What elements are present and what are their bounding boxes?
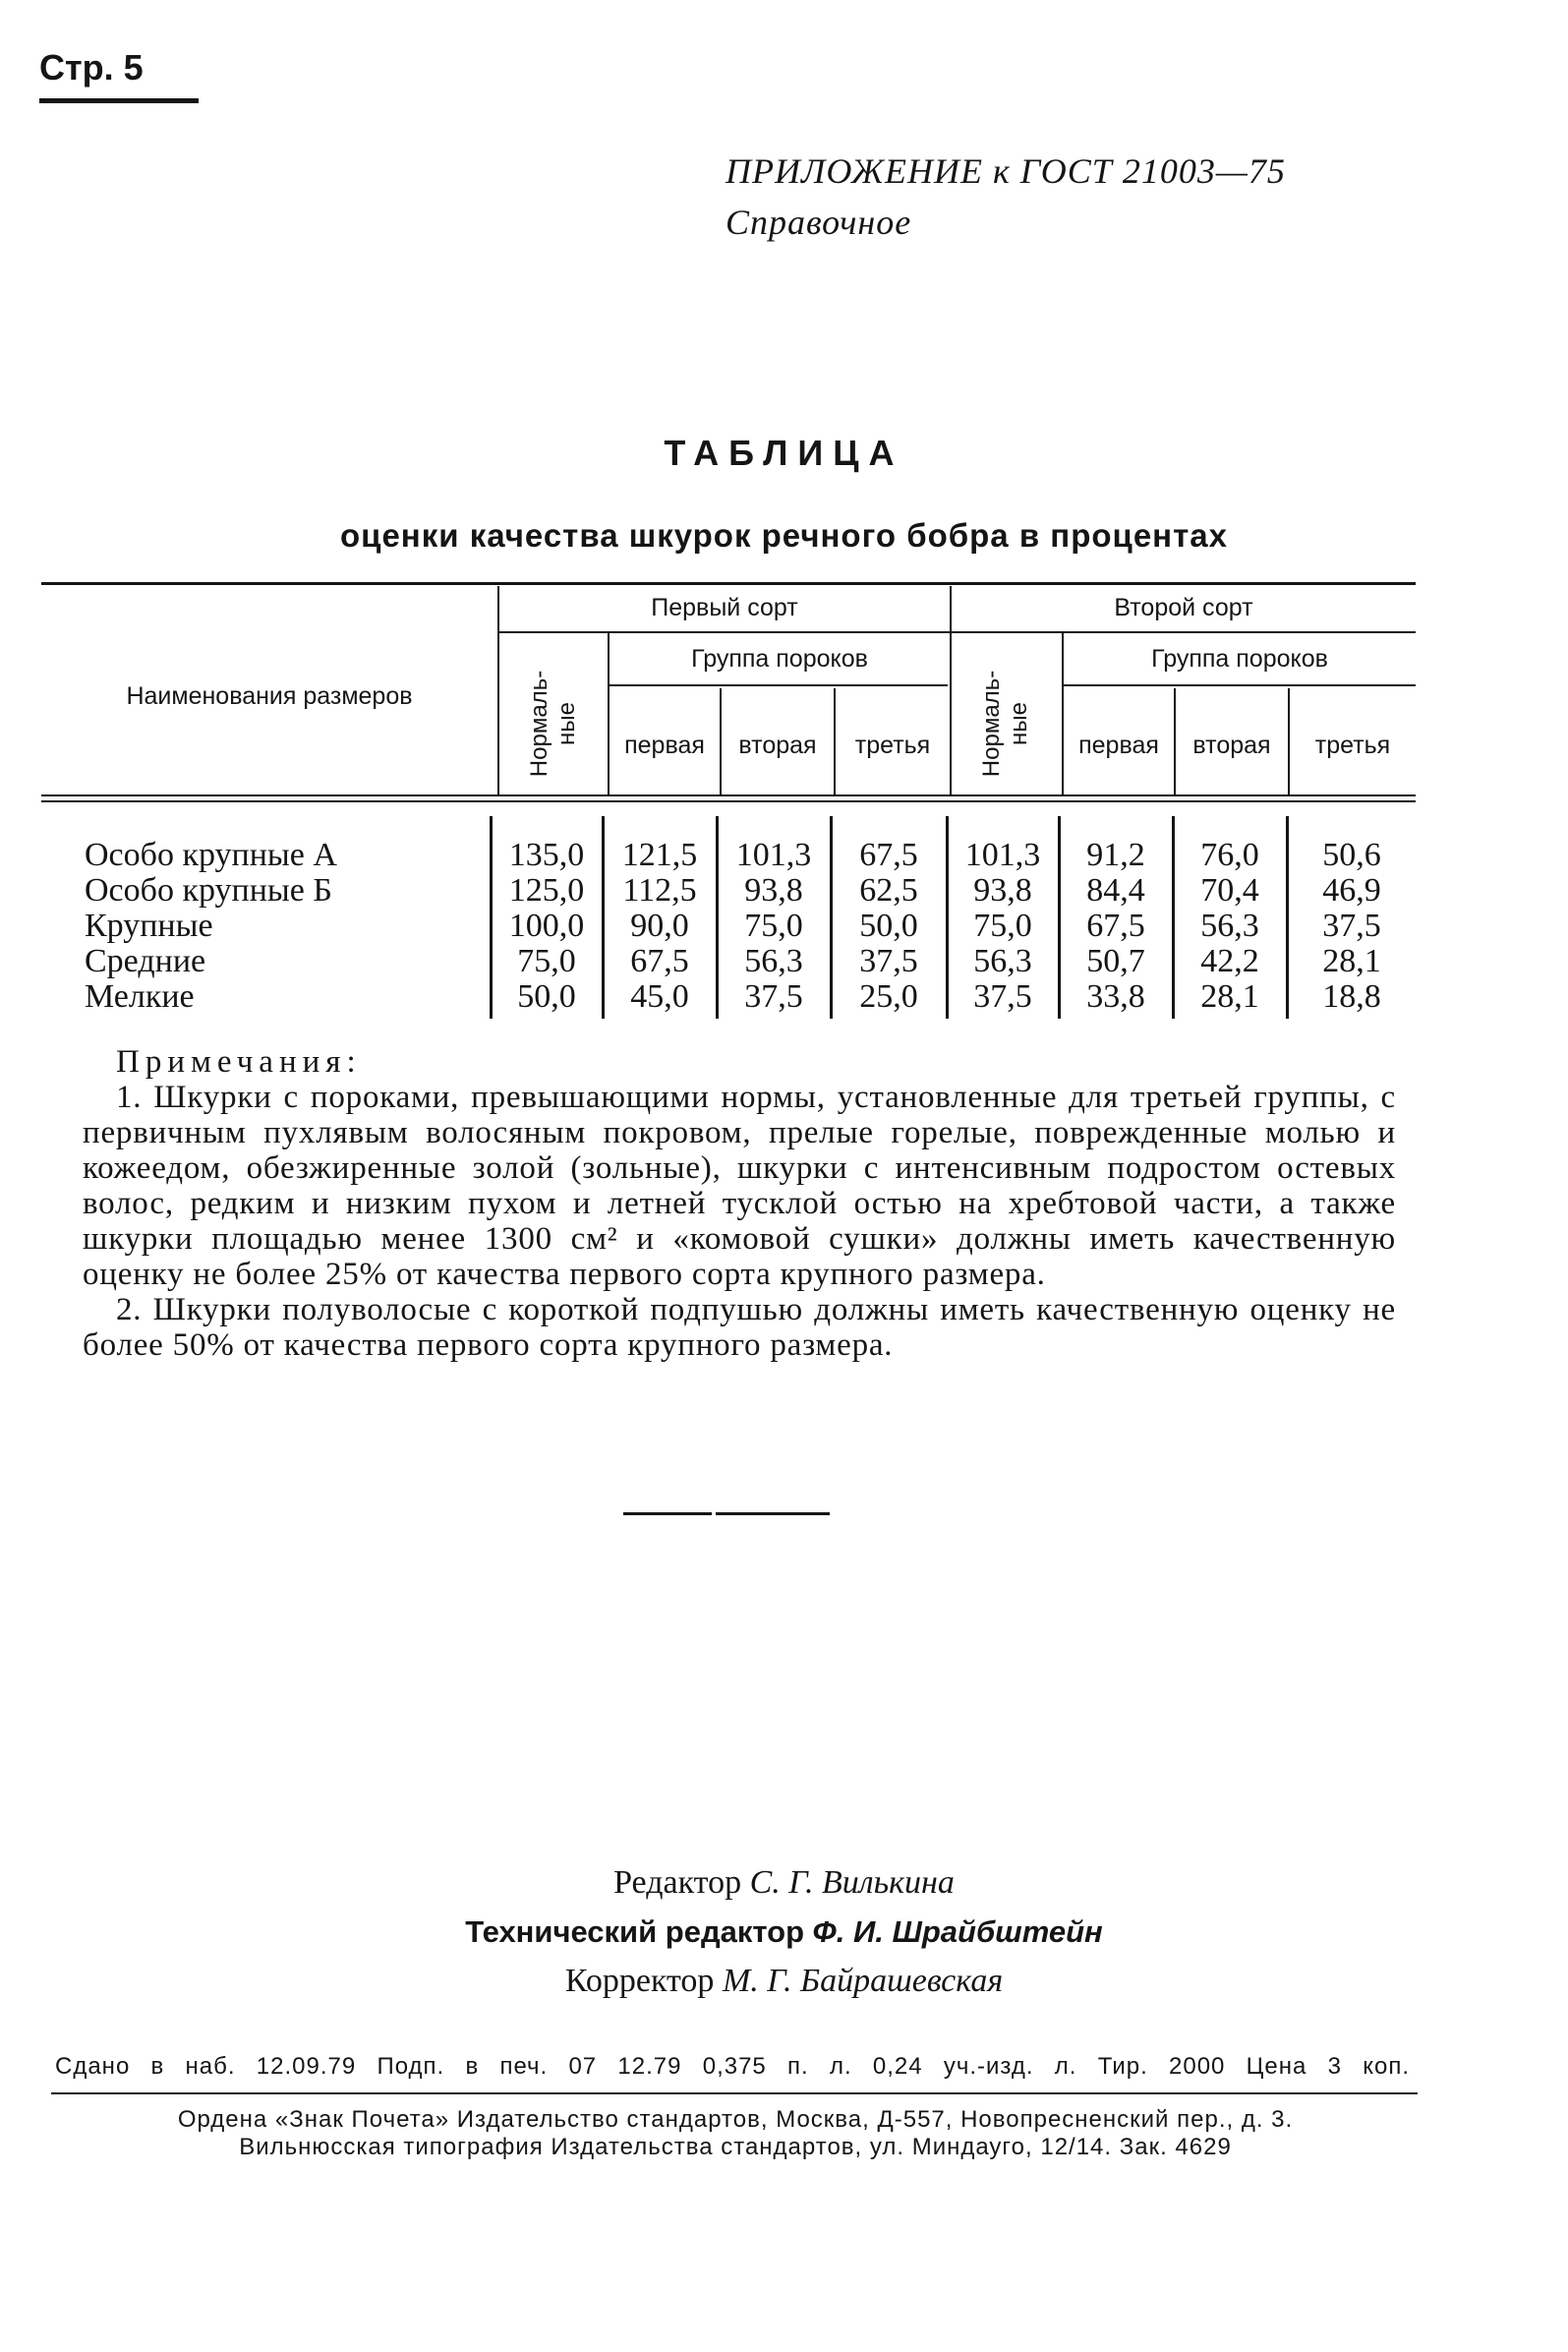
page-number: Стр. 5 [39, 47, 144, 88]
editor-role: Редактор [613, 1864, 742, 1901]
header-sort-rule [499, 631, 1416, 633]
col-header-third-1: третья [854, 732, 931, 759]
table-cell: 37,5 [744, 978, 803, 1015]
table-cell: 75,0 [517, 943, 576, 979]
table-cell: 75,0 [744, 908, 803, 944]
table-cell: 84,4 [1086, 872, 1145, 909]
row-name: Особо крупные Б [85, 872, 332, 909]
appendix-type: Справочное [726, 203, 912, 242]
notes-header: Примечания: [116, 1044, 362, 1080]
table-cell: 67,5 [630, 943, 689, 979]
table-cell: 37,5 [1322, 908, 1381, 944]
appendix-title: ПРИЛОЖЕНИЕ к ГОСТ 21003—75 [726, 151, 1286, 191]
note-2: 2. Шкурки полуволосые с короткой подпушью должны иметь качественную оценку не более 50% от качества первого сорта крупного размера. [83, 1292, 1396, 1363]
table-cell: 50,7 [1086, 943, 1145, 979]
table-cell: 37,5 [973, 978, 1032, 1015]
col-header-second-2: вторая [1192, 732, 1271, 759]
col-header-group2: Группа пороков [1151, 645, 1328, 673]
editor-name: С. Г. Вилькина [749, 1864, 955, 1901]
imprint-rule [51, 2092, 1418, 2094]
table-cell: 18,8 [1322, 978, 1381, 1015]
table-cell: 90,0 [630, 908, 689, 944]
publisher-line-2: Вильнюсская типография Издательства стандартов, ул. Миндауго, 12/14. Зак. 4629 [239, 2134, 1232, 2160]
col-header-second-1: вторая [738, 732, 817, 759]
table-cell: 50,6 [1322, 837, 1381, 873]
col-header-third-2: третья [1314, 732, 1391, 759]
table-cell: 42,2 [1200, 943, 1259, 979]
table-cell: 56,3 [744, 943, 803, 979]
header-bottom-rule [41, 794, 1416, 796]
col-header-first-2: первая [1078, 732, 1159, 759]
table-cell: 28,1 [1322, 943, 1381, 979]
col-header-normal-2: Нормаль- ные [978, 670, 1032, 778]
table-cell: 101,3 [964, 837, 1041, 873]
table-cell: 67,5 [1086, 908, 1145, 944]
section-divider [623, 1512, 712, 1515]
note-1: 1. Шкурки с пороками, превышающими нормы, установленные для третьей группы, с первичным пухлявым волосяным покровом, прелые горелые, поврежденные молью и кожеедом, обезжиренные золой (зольные), шкурки с интенсивным подростом остевых волос, редким и низким пухом и летней тусклой остью на хребтовой части, а также шкурки площадью менее 1300 см² и «комовой сушки» должны иметь качественную оценку не более 25% от качества первого сорта крупного размера. [83, 1080, 1396, 1292]
table-top-rule [41, 582, 1416, 585]
table-cell: 37,5 [859, 943, 918, 979]
table-cell: 28,1 [1200, 978, 1259, 1015]
table-cell: 33,8 [1086, 978, 1145, 1015]
col-header-sort2: Второй сорт [1114, 594, 1253, 621]
table-cell: 93,8 [973, 872, 1032, 909]
quality-table [0, 0, 1568, 1042]
table-cell: 62,5 [859, 872, 918, 909]
table-cell: 121,5 [621, 837, 698, 873]
table-cell: 91,2 [1086, 837, 1145, 873]
row-name: Особо крупные А [85, 837, 337, 873]
table-cell: 25,0 [859, 978, 918, 1015]
imprint-line: Сдано в наб. 12.09.79 Подп. в печ. 07 12.79 0,375 п. л. 0,24 уч.-изд. л. Тир. 2000 Цена 3 коп. [55, 2053, 1410, 2080]
tech-editor-name: Ф. И. Шрайбштейн [812, 1914, 1103, 1949]
row-name: Мелкие [85, 978, 195, 1015]
table-cell: 56,3 [1200, 908, 1259, 944]
col-header-first-1: первая [624, 732, 705, 759]
table-cell: 101,3 [735, 837, 812, 873]
table-cell: 56,3 [973, 943, 1032, 979]
col-header-normal-1: Нормаль- ные [526, 670, 580, 778]
table-cell: 93,8 [744, 872, 803, 909]
table-cell: 112,5 [622, 872, 697, 909]
section-divider [716, 1512, 830, 1515]
table-cell: 46,9 [1322, 872, 1381, 909]
table-title: ТАБЛИЦА [664, 433, 904, 473]
col-header-group1: Группа пороков [691, 645, 868, 673]
table-cell: 45,0 [630, 978, 689, 1015]
tech-editor-role: Технический редактор [465, 1914, 805, 1949]
table-cell: 75,0 [973, 908, 1032, 944]
row-name: Крупные [85, 908, 213, 944]
col-header-sort1: Первый сорт [651, 594, 798, 621]
corrector-line [0, 1957, 1568, 2006]
header-bottom-rule-2 [41, 800, 1416, 802]
table-cell: 70,4 [1200, 872, 1259, 909]
corrector-name: М. Г. Байрашевская [722, 1963, 1004, 1999]
table-cell: 50,0 [859, 908, 918, 944]
table-cell: 100,0 [508, 908, 585, 944]
col-header-sizes: Наименования размеров [126, 682, 413, 710]
notes [83, 1044, 1396, 1363]
credits [0, 1858, 1568, 2006]
editor-line [0, 1858, 1568, 1908]
table-cell: 135,0 [508, 837, 585, 873]
table-cell: 125,0 [508, 872, 585, 909]
publisher-info [51, 2106, 1420, 2161]
tech-editor-line [0, 1908, 1568, 1957]
table-cell: 76,0 [1200, 837, 1259, 873]
corrector-role: Корректор [564, 1963, 715, 1999]
table-cell: 50,0 [517, 978, 576, 1015]
table-cell: 67,5 [859, 837, 918, 873]
header-group-rule [608, 684, 948, 686]
row-name: Средние [85, 943, 206, 979]
header-group-rule-2 [1062, 684, 1416, 686]
table-subtitle: оценки качества шкурок речного бобра в процентах [340, 517, 1228, 554]
publisher-line-1: Ордена «Знак Почета» Издательство стандартов, Москва, Д-557, Новопресненский пер., д. 3. [177, 2106, 1294, 2133]
